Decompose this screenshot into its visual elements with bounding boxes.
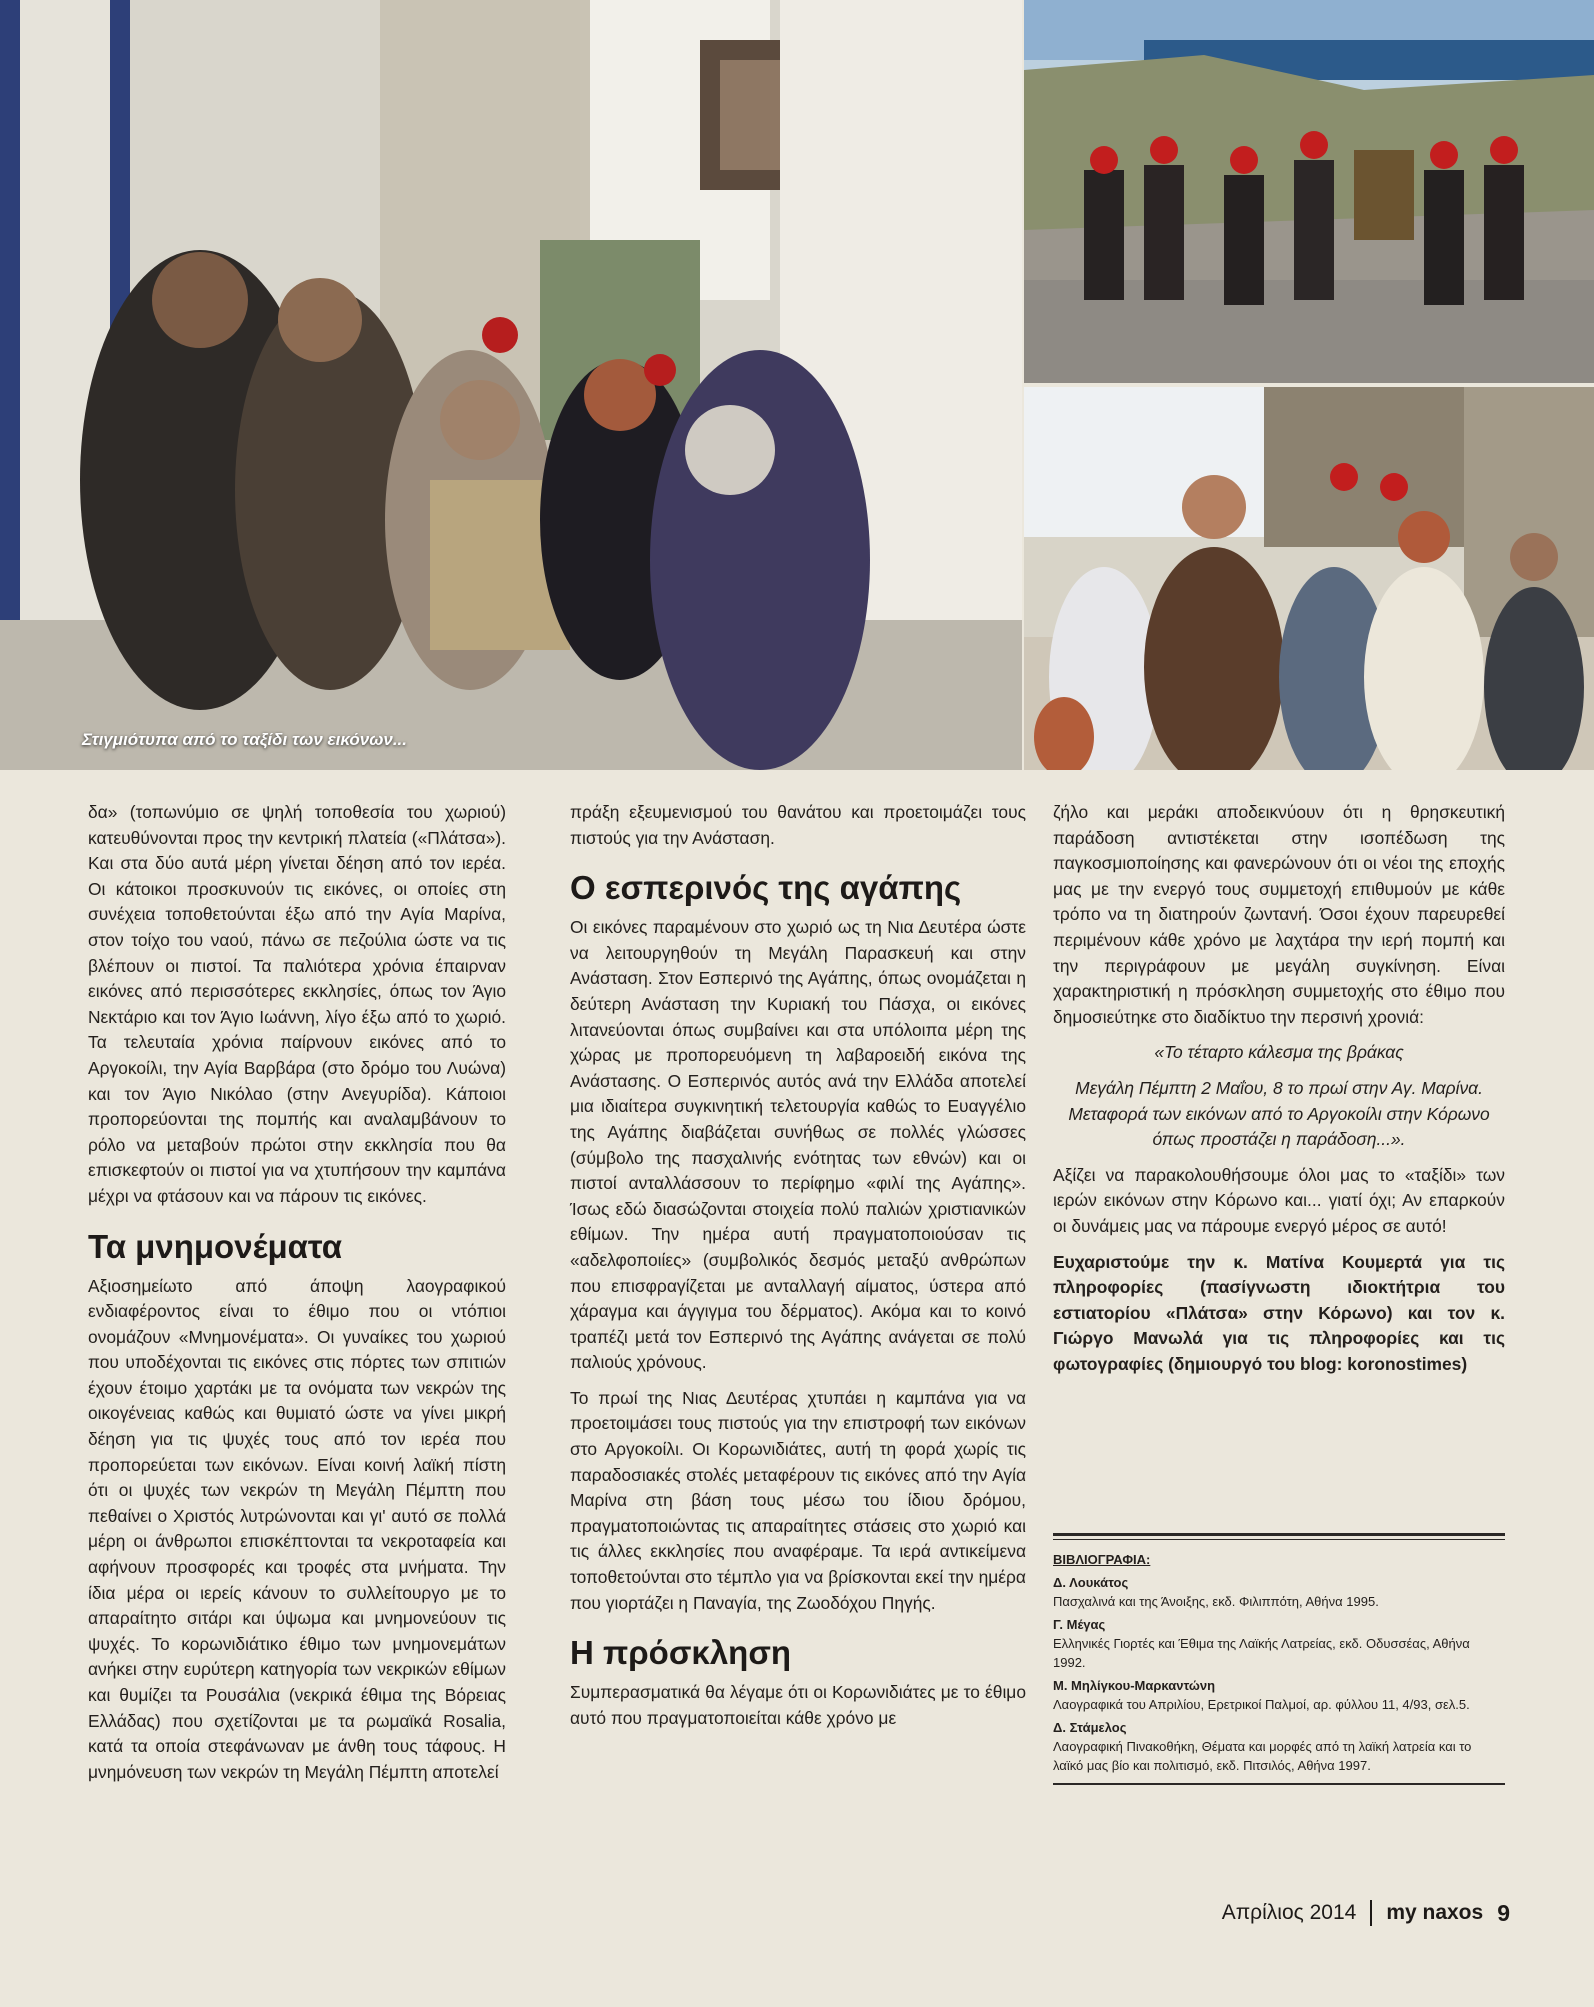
bibliography-author: Δ. Λουκάτος bbox=[1053, 1575, 1129, 1590]
article-column-1 bbox=[88, 800, 506, 1795]
bibliography bbox=[1053, 1533, 1505, 1785]
photo-villagers-image bbox=[1024, 387, 1594, 770]
issue-date: Απρίλιος 2014 bbox=[1221, 1901, 1357, 1924]
magazine-name: my naxos bbox=[1386, 1901, 1484, 1924]
bibliography-work: Λαογραφικά του Απριλίου, Ερετρικοί Παλμοί, αρ. φύλλου 11, 4/93, σελ.5. bbox=[1053, 1697, 1470, 1712]
bibliography-work: Πασχαλινά και της Άνοιξης, εκδ. Φιλιππότη, Αθήνα 1995. bbox=[1053, 1594, 1379, 1609]
paragraph: Το πρωί της Νιας Δευτέρας χτυπάει η καμπάνα για να προετοιμάσει τους πιστούς για την επιστροφή των εικόνων στο Αργοκοίλι. Οι Κορωνιδιάτες, αυτή τη φορά χωρίς τις παραδοσιακές στολές μεταφέρουν τις εικόνες από την Αγία Μαρίνα στη βάση τους μέσω του ίδιου δρόμου, πραγματοποιώντας τις απαραίτητες στάσεις στο χωριό και τις άλλες εκκλησίες που αναφέραμε. Τα ιερά αντικείμενα τοποθετούνται στο τέμπλο για να βρίσκονται εκεί την ημέρα που γιορτάζει η Παναγία, της Ζωοδόχου Πηγής. bbox=[570, 1387, 1026, 1613]
quote-line: Μεγάλη Πέμπτη 2 Μαΐου, 8 το πρωί στην Αγ. Μαρίνα. Μεταφορά των εικόνων από το Αργοκοίλι στην Κόρωνο όπως προστάζει η παράδοση...». bbox=[1068, 1077, 1490, 1150]
quote-line: «Το τέταρτο κάλεσμα της βράκας bbox=[1154, 1042, 1404, 1063]
section-heading-mnimonemata: Τα μνημονέματα bbox=[88, 1227, 343, 1265]
section-heading-esperinos: Ο εσπερινός της αγάπης bbox=[570, 869, 962, 907]
divider bbox=[1053, 1783, 1505, 1785]
paragraph: Αξίζει να παρακολουθήσουμε όλοι μας το «ταξίδι» των ιερών εικόνων στην Κόρωνο και... γιατί όχι; Αν επαρκούν οι δυνάμεις μας να πάρουμε ενεργό μέρος σε αυτό! bbox=[1053, 1164, 1505, 1236]
photo-caption: Στιγμιότυπα από το ταξίδι των εικόνων... bbox=[82, 730, 408, 749]
divider bbox=[1053, 1539, 1505, 1540]
paragraph: δα» (τοπωνύμιο σε ψηλή τοποθεσία του χωριού) κατευθύνονται προς την κεντρική πλατεία («Πλάτσα»). Και στα δύο αυτά μέρη γίνεται δέηση από τον ιερέα. Οι κάτοικοι προσκυνούν τις εικόνες, οι οποίες στη συνέχεια τοποθετούνται έξω από την Αγία Μαρίνα, στον τοίχο του ναού, πάνω σε πεζούλια ώστε να τις βλέπουν οι πιστοί. Τα παλιότερα χρόνια έπαιρναν εικόνες από περισσότερες εκκλησίες, όπως τον Άγιο Νεκτάριο και τον Άγιο Ιωάννη, λίγο έξω από το χωριό. Τα τελευταία χρόνια παίρνουν εικόνες από το Αργοκοίλι, την Αγία Βαρβάρα (στο δρόμο του Λυώνα) και τον Άγιο Νικόλαο (στην Ανεγυρίδα). Κάποιοι προπορεύονται της πομπής και αναλαμβάνουν το ρόλο να μεταβούν πρώτοι στην εκκλησία που θα επισκεφτούν οι πιστοί για να χτυπήσουν την καμπάνα μέχρι να φτάσουν και να πάρουν τις εικόνες. bbox=[88, 802, 506, 1206]
section-heading-prosklisi: Η πρόσκληση bbox=[570, 1634, 792, 1672]
footer-separator bbox=[1370, 1900, 1372, 1926]
photo-hillside-procession-image bbox=[1024, 0, 1594, 383]
bibliography-author: Μ. Μηλίγκου-Μαρκαντώνη bbox=[1053, 1678, 1216, 1693]
bibliography-author: Γ. Μέγας bbox=[1053, 1617, 1106, 1632]
paragraph: ζήλο και μεράκι αποδεικνύουν ότι η θρησκευτική παράδοση αντιστέκεται στην ισοπέδωση της παγκοσμιοποίησης και φανερώνουν ότι οι νέοι της εποχής μας με την ενεργό τους συμμετοχή επιθυμούν με κάθε τρόπο να τη διατηρούν ζωντανή. Όσοι έχουν παρευρεθεί περιμένουν κάθε χρόνο με λαχτάρα την ιερή πομπή και την περιγράφουν με μεγάλη συγκίνηση. Είναι χαρακτηριστική η πρόσκληση συμμετοχής στο έθιμο που δημοσιεύτηκε στο διαδίκτυο την περσινή χρονιά: bbox=[1053, 802, 1505, 1027]
bibliography-heading: ΒΙΒΛΙΟΓΡΑΦΙΑ: bbox=[1053, 1552, 1151, 1567]
paragraph: πράξη εξευμενισμού του θανάτου και προετοιμάζει τους πιστούς για την Ανάσταση. bbox=[570, 802, 1026, 848]
photo-hillside-procession bbox=[1024, 0, 1594, 383]
paragraph: Συμπερασματικά θα λέγαμε ότι οι Κορωνιδιάτες με το έθιμο αυτό που πραγματοποιείται κάθε χρόνο με bbox=[570, 1682, 1026, 1728]
article-column-2 bbox=[570, 800, 1026, 1741]
photo-procession-street-image bbox=[0, 0, 1022, 770]
photo-procession-street bbox=[0, 0, 1022, 770]
page-footer bbox=[1220, 1898, 1510, 1928]
acknowledgements: Ευχαριστούμε την κ. Ματίνα Κουμερτά για τις πληροφορίες (πασίγνωστη ιδιοκτήτρια του εστιατορίου «Πλάτσα» στην Κόρωνο) και τον κ. Γιώργο Μανωλά για τις πληροφορίες και τις φωτογραφίες (δημιουργό του blog: koronostimes) bbox=[1053, 1251, 1505, 1374]
bibliography-work: Ελληνικές Γιορτές και Έθιμα της Λαϊκής Λατρείας, εκδ. Οδυσσέας, Αθήνα 1992. bbox=[1053, 1636, 1470, 1670]
article-column-3 bbox=[1053, 800, 1505, 1387]
page-number: 9 bbox=[1497, 1899, 1510, 1926]
paragraph: Οι εικόνες παραμένουν στο χωριό ως τη Νια Δευτέρα ώστε να λειτουργηθούν τη Μεγάλη Παρασκευή και στην Ανάσταση. Στον Εσπερινό της Αγάπης, όπως ονομάζεται η δεύτερη Ανάσταση την Κυριακή του Πάσχα, οι εικόνες λιτανεύονται όπως συμβαίνει και στα υπόλοιπα μέρη της χώρας με προπορευόμενη τη λαβαροειδή εικόνα της Ανάστασης. Ο Εσπερινός αυτός ανά την Ελλάδα αποτελεί μια ιδιαίτερα συγκινητική τελετουργία καθώς το Ευαγγέλιο της Αγάπης διαβάζεται συνήθως σε πολλές γλώσσες (σύμβολο της πασχαλινής ενότητας των εθνών) και οι πιστοί ανταλλάσσουν το περίφημο «φιλί της Αγάπης». Ίσως εδώ διασώζονται στοιχεία πολύ παλιών χριστιανικών εθίμων. Την ημέρα αυτή πραγματοποιούσαν τις «αδελφοποιίες» (συμβολικός δεσμός μεταξύ ανθρώπων που επισφραγίζεται με ανταλλαγή αίματος, ύστερα από χάραγμα και άγγιγμα του δέρματος). Ακόμα και το κοινό τραπέζι μετά τον Εσπερινό της Αγάπης ανάγεται σε πολύ παλιούς χρόνους. bbox=[570, 917, 1026, 1373]
bibliography-author: Δ. Στάμελος bbox=[1053, 1720, 1127, 1735]
paragraph: Αξιοσημείωτο από άποψη λαογραφικού ενδιαφέροντος είναι το έθιμο που οι ντόπιοι ονομάζουν «Μνημονέματα». Οι γυναίκες του χωριού που υποδέχονται τις εικόνες στις πόρτες των σπιτιών έχουν έτοιμο χαρτάκι με τα ονόματα των νεκρών της οικογένειας καθώς και θυμιατό ώστε να γίνει μικρή δέηση για τις ψυχές τους από τον ιερέα που προπορεύεται των εικόνων. Είναι κοινή λαϊκή πίστη ότι οι ψυχές των νεκρών τη Μεγάλη Πέμπτη που πεθαίνει ο Χριστός λυτρώνονται και γι' αυτό σε πολλά μέρη οι άνθρωποι επισκέπτονται τα νεκροταφεία και αφήνουν προσφορές και τροφές στα μνήματα. Την ίδια μέρα οι ιερείς κάνουν το συλλείτουργο με το απαραίτητο σιτάρι και ύψωμα και μνημονεύουν τις ψυχές. Το κορωνιδιάτικο έθιμο των μνημονεμάτων ανήκει στην ευρύτερη κατηγορία των νεκρικών εθίμων και θυμίζει τα Ρουσάλια (νεκρικά έθιμα της Βόρειας Ελλάδας) που σχετίζονται με τα ρωμαϊκά Rosalia, κατά τα οποία στεφάνωναν με άνθη τους τάφους. Η μνημόνευση των νεκρών τη Μεγάλη Πέμπτη αποτελεί bbox=[88, 1275, 506, 1782]
photo-villagers bbox=[1024, 387, 1594, 770]
bibliography-work: Λαογραφική Πινακοθήκη, Θέματα και μορφές από τη λαϊκή λατρεία και το λαϊκό μας βίο και πολιτισμό, εκδ. Πιτσιλός, Αθήνα 1997. bbox=[1053, 1739, 1472, 1773]
